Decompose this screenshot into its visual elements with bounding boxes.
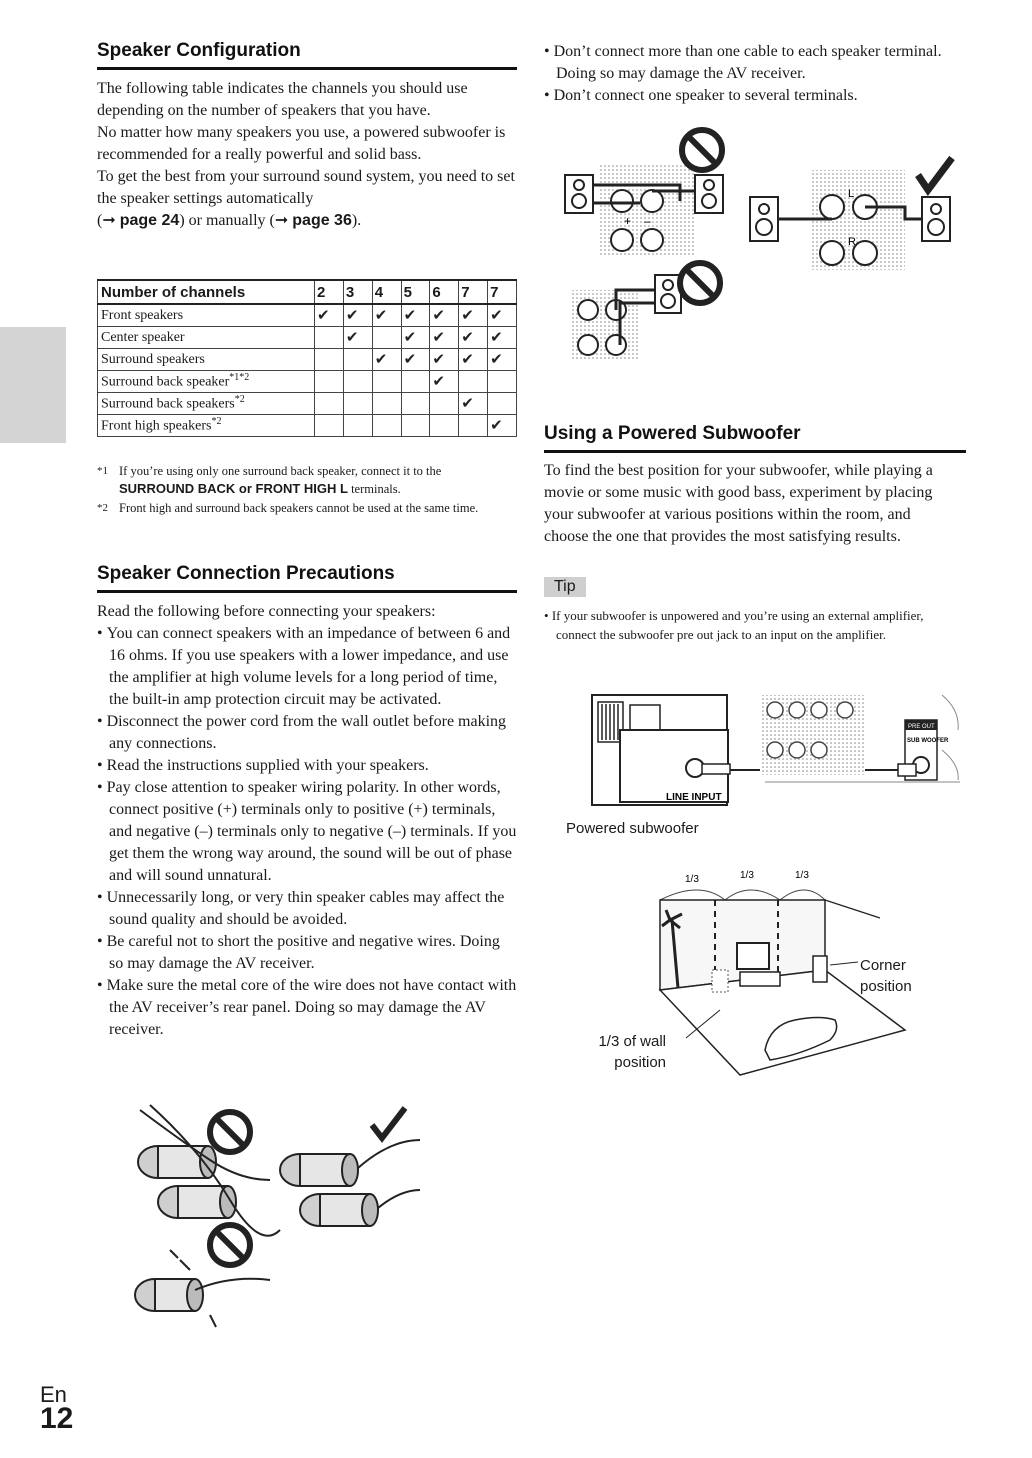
tip-list — [544, 606, 964, 644]
good-terminal — [280, 1140, 420, 1226]
check-cell — [401, 304, 430, 327]
check-cell — [430, 349, 459, 371]
check-cell — [459, 393, 488, 415]
prohibited-icon — [680, 263, 720, 303]
table-header-col: 4 — [372, 280, 401, 304]
list-item: • Don’t connect more than one cable to each speaker terminal. Doing so may damage the AV receiver. — [544, 41, 964, 85]
check-cell — [430, 304, 459, 327]
checkmark-icon: ✔ — [461, 328, 474, 346]
table-header-label: Number of channels — [98, 280, 315, 304]
check-cell — [372, 327, 401, 349]
checkmark-icon: ✔ — [432, 328, 445, 346]
check-cell — [459, 349, 488, 371]
config-page-refs: (➞ page 24) or manually (➞ page 36). — [97, 212, 362, 229]
precautions-intro: Read the following before connecting your speakers: — [97, 603, 436, 620]
checkmark-icon: ✔ — [403, 306, 417, 324]
check-cell — [430, 393, 459, 415]
wall-position-label: 1/3 of wall position — [598, 1033, 666, 1071]
table-row — [98, 371, 517, 393]
check-cell — [372, 393, 401, 415]
check-cell — [459, 371, 488, 393]
checkmark-icon: ✔ — [461, 306, 474, 324]
check-cell — [459, 415, 488, 437]
check-cell — [401, 327, 430, 349]
subwoofer-icon — [712, 970, 728, 992]
check-cell — [372, 349, 401, 371]
tip-badge: Tip — [544, 577, 586, 597]
table-header-col: 3 — [343, 280, 372, 304]
list-item: • Don’t connect one speaker to several terminals. — [544, 85, 964, 107]
precautions-list — [97, 601, 517, 1041]
checkmark-icon: ✔ — [403, 328, 417, 346]
table-row — [98, 393, 517, 415]
speaker-wiring-diagram — [560, 125, 960, 360]
config-para-2: No matter how many speakers you use, a powered subwoofer is recommended for a really powerful and solid bass. — [97, 124, 506, 163]
subwoofer-icon — [813, 956, 827, 982]
row-label: Surround back speaker$^{*1*2}$ — [98, 371, 315, 393]
table-header-col: 7 — [459, 280, 488, 304]
checkmark-icon: ✔ — [432, 372, 445, 390]
checkmark-icon: ✔ — [345, 328, 359, 346]
language-label: En — [40, 1382, 67, 1407]
page-number: 12 — [40, 1402, 74, 1435]
table-row — [98, 349, 517, 371]
prohibited-icon — [682, 130, 722, 170]
table-row — [98, 415, 517, 437]
speaker-configuration-heading: Speaker Configuration — [97, 40, 301, 61]
check-cell — [430, 327, 459, 349]
arrow-icon: ➞ — [102, 212, 116, 229]
check-cell — [488, 349, 517, 371]
checkmark-icon: ✔ — [374, 350, 388, 368]
check-cell — [430, 415, 459, 437]
checkmark-icon — [372, 1108, 405, 1138]
precautions-continued — [544, 41, 964, 107]
check-cell — [315, 304, 344, 327]
check-cell — [343, 349, 372, 371]
subwoofer-paragraph: To find the best position for your subwoofer, while playing a movie or some music with good bass, experiment by placing your subwoofer at various positions within the room, and choose the one that provides the most satisfying results. — [544, 462, 933, 545]
subwoofer-heading: Using a Powered Subwoofer — [544, 423, 801, 444]
check-cell — [488, 327, 517, 349]
tv — [737, 943, 769, 969]
check-cell — [401, 415, 430, 437]
table-header-col: 6 — [430, 280, 459, 304]
row-label: Surround back speakers$^{*2}$ — [98, 393, 315, 415]
powered-subwoofer-caption: Powered subwoofer — [566, 820, 699, 837]
table-header-col: 2 — [315, 280, 344, 304]
check-cell — [430, 371, 459, 393]
check-cell — [343, 327, 372, 349]
check-cell — [488, 371, 517, 393]
checkmark-icon — [918, 158, 952, 190]
wire-terminal-illustration — [100, 1100, 430, 1340]
list-item: • Unnecessarily long, or very thin speaker cables may affect the sound quality and should be avoided. — [97, 887, 517, 931]
footnotes — [97, 463, 517, 519]
check-cell — [372, 371, 401, 393]
precautions-heading: Speaker Connection Precautions — [97, 563, 395, 584]
checkmark-icon: ✔ — [490, 350, 503, 368]
checkmark-icon: ✔ — [461, 350, 474, 368]
check-cell — [372, 415, 401, 437]
bad-terminal-2 — [135, 1250, 270, 1327]
svg-text:PRE OUT: PRE OUT — [908, 724, 935, 730]
channel-table — [97, 279, 517, 437]
checkmark-icon: ✔ — [317, 306, 330, 324]
list-item: • Read the instructions supplied with your speakers. — [97, 755, 517, 777]
prohibited-icon — [210, 1225, 250, 1265]
config-para-3: To get the best from your surround sound system, you need to set the speaker settings automatically — [97, 168, 515, 207]
check-cell — [315, 349, 344, 371]
check-cell — [459, 327, 488, 349]
svg-text:1/3: 1/3 — [795, 870, 809, 881]
side-tab — [0, 327, 66, 443]
tip-text: • If your subwoofer is unpowered and you’re using an external amplifier, connect the subwoofer pre out jack to an input on the amplifier. — [544, 606, 964, 644]
svg-text:SUB WOOFER: SUB WOOFER — [907, 738, 949, 744]
svg-text:+: + — [624, 214, 632, 228]
table-header-row — [98, 280, 517, 304]
table-row — [98, 327, 517, 349]
check-cell — [343, 415, 372, 437]
row-label: Surround speakers — [98, 349, 315, 371]
heading-rule — [97, 590, 517, 593]
list-item: • You can connect speakers with an impedance of between 6 and 16 ohms. If you use speakers with a lower impedance, and use the amplifier at high volume levels for a long period of time, the built-in amp protection circuit may be activated. — [97, 623, 517, 711]
row-label: Front speakers — [98, 304, 315, 327]
checkmark-icon: ✔ — [461, 394, 474, 412]
row-label: Front high speakers$^{*2}$ — [98, 415, 315, 437]
check-cell — [488, 304, 517, 327]
checkmark-icon: ✔ — [490, 416, 503, 434]
svg-text:L: L — [848, 188, 855, 200]
checkmark-icon: ✔ — [345, 306, 359, 324]
page-36-link[interactable]: page 36 — [292, 212, 352, 229]
svg-text:1/3: 1/3 — [740, 870, 754, 881]
svg-text:LINE INPUT: LINE INPUT — [666, 792, 722, 803]
check-cell — [315, 327, 344, 349]
svg-text:1/3: 1/3 — [685, 874, 699, 885]
checkmark-icon: ✔ — [374, 306, 388, 324]
list-item: • Pay close attention to speaker wiring polarity. In other words, connect positive (+) terminals only to positive (+) terminals, and negative (–) terminals only to negative (–) terminals. If you get them the wrong way around, the sound will be out of phase and will sound unnatural. — [97, 777, 517, 887]
table-row — [98, 304, 517, 327]
config-para-1: The following table indicates the channels you should use depending on the number of speakers that you have. — [97, 80, 468, 119]
check-cell — [401, 393, 430, 415]
list-item: • Be careful not to short the positive and negative wires. Doing so may damage the AV receiver. — [97, 931, 517, 975]
footnote-1: *1 If you’re using only one surround back speaker, connect it to the SURROUND BACK or FRONT HIGH L terminals. — [97, 464, 442, 496]
checkmark-icon: ✔ — [403, 350, 417, 368]
checkmark-icon: ✔ — [490, 328, 503, 346]
heading-rule — [97, 67, 517, 70]
page-24-link[interactable]: page 24 — [119, 212, 180, 229]
arrow-icon: ➞ — [274, 212, 289, 229]
subwoofer-connection-diagram — [590, 690, 965, 820]
corner-label: Corner position — [860, 957, 912, 995]
table-header-col: 5 — [401, 280, 430, 304]
check-cell — [401, 349, 430, 371]
check-cell — [372, 304, 401, 327]
heading-rule — [544, 450, 966, 453]
check-cell — [343, 393, 372, 415]
checkmark-icon: ✔ — [490, 306, 503, 324]
check-cell — [315, 393, 344, 415]
check-cell — [488, 393, 517, 415]
config-intro — [97, 78, 517, 232]
check-cell — [343, 304, 372, 327]
check-cell — [459, 304, 488, 327]
check-cell — [488, 415, 517, 437]
prohibited-icon — [210, 1112, 250, 1152]
svg-text:–: – — [644, 214, 651, 228]
list-item: • Make sure the metal core of the wire does not have contact with the AV receiver’s rear panel. Doing so may damage the AV receiver. — [97, 975, 517, 1041]
list-item: • Disconnect the power cord from the wall outlet before making any connections. — [97, 711, 517, 755]
footnote-2: *2 Front high and surround back speakers cannot be used at the same time. — [97, 501, 479, 515]
row-label: Center speaker — [98, 327, 315, 349]
check-cell — [315, 371, 344, 393]
checkmark-icon: ✔ — [432, 306, 445, 324]
svg-text:R: R — [848, 236, 856, 248]
check-cell — [343, 371, 372, 393]
check-cell — [401, 371, 430, 393]
table-header-col: 7 — [488, 280, 517, 304]
check-cell — [315, 415, 344, 437]
checkmark-icon: ✔ — [432, 350, 445, 368]
